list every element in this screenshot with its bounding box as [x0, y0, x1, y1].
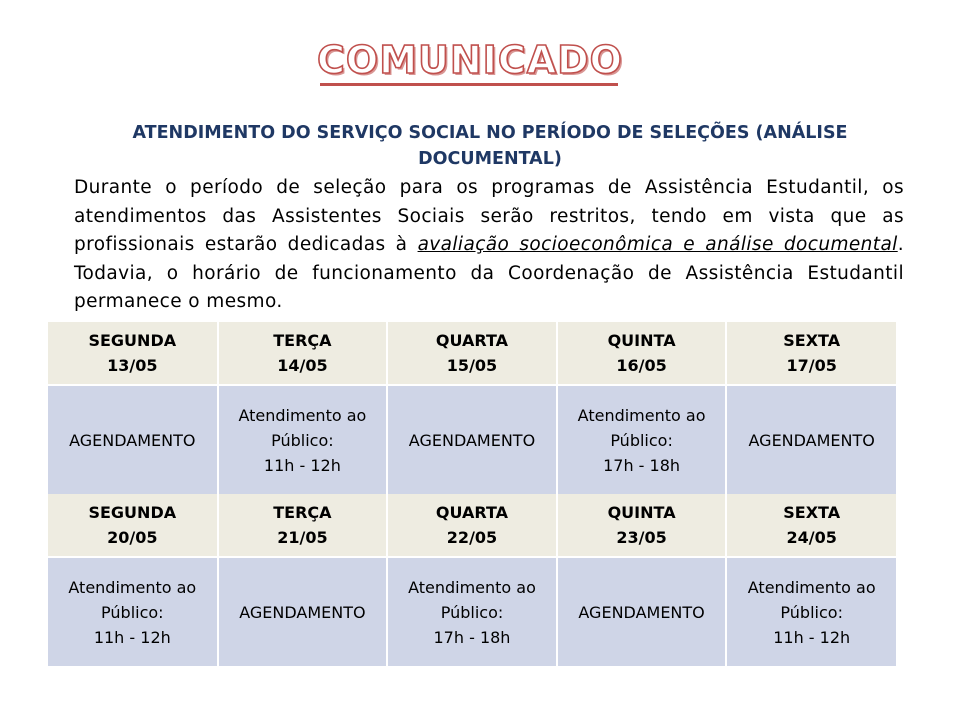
day-date: 23/05	[616, 528, 667, 547]
day-date: 24/05	[786, 528, 837, 547]
activity-cell	[387, 386, 557, 494]
day-date: 22/05	[446, 528, 498, 547]
day-date: 14/05	[277, 356, 328, 375]
day-name: TERÇA	[273, 331, 332, 350]
announcement-text-part2: . Todavia, o horário de funcionamento da Coordenação de Assistência Estudantil permanece o mesmo.	[74, 234, 904, 312]
day-name: QUARTA	[435, 503, 509, 522]
day-name: QUARTA	[435, 331, 509, 350]
activity-time: 17h - 18h	[433, 627, 511, 647]
activity-cell	[726, 386, 896, 494]
day-header	[726, 494, 896, 556]
activity-line: Atendimento ao	[68, 577, 197, 597]
day-name: SEGUNDA	[88, 331, 177, 350]
day-header	[557, 494, 727, 556]
page-title: COMUNICADO	[0, 38, 940, 82]
day-name: SEXTA	[783, 331, 841, 350]
day-header	[387, 322, 557, 384]
day-date: 20/05	[107, 528, 158, 547]
day-header-row	[48, 322, 896, 384]
activity-time: 11h - 12h	[773, 627, 851, 647]
activity-cell	[48, 558, 218, 666]
day-header	[557, 322, 727, 384]
schedule-week-2	[48, 494, 896, 666]
activity-line: AGENDAMENTO	[748, 430, 875, 450]
day-date: 16/05	[616, 356, 667, 375]
day-date: 17/05	[786, 356, 837, 375]
activity-cell	[557, 558, 727, 666]
activity-line: Público:	[101, 602, 164, 622]
day-header	[218, 322, 388, 384]
activity-cell	[387, 558, 557, 666]
activity-cell	[726, 558, 896, 666]
activity-line: AGENDAMENTO	[239, 602, 366, 622]
schedule-week-1	[48, 322, 896, 494]
day-header	[48, 322, 218, 384]
activity-line: Atendimento ao	[577, 405, 706, 425]
activity-line: AGENDAMENTO	[69, 430, 196, 450]
activity-time: 11h - 12h	[263, 455, 341, 475]
activity-line: Público:	[780, 602, 843, 622]
activity-line: Público:	[610, 430, 673, 450]
day-name: QUINTA	[607, 503, 676, 522]
announcement-text-part1: Durante o período de seleção para os programas de Assistência Estudantil, os atendimentos das Assistentes Sociais serão restritos, tendo em vista que as profissionais estarão dedicadas à	[74, 177, 904, 255]
day-date: 21/05	[277, 528, 328, 547]
activity-cell	[218, 558, 388, 666]
day-name: SEXTA	[783, 503, 841, 522]
activity-row	[48, 386, 896, 494]
activity-line: AGENDAMENTO	[408, 430, 536, 450]
activity-time: 11h - 12h	[93, 627, 171, 647]
day-header-row	[48, 494, 896, 556]
day-header	[218, 494, 388, 556]
activity-cell	[48, 386, 218, 494]
activity-line: Público:	[271, 430, 334, 450]
subtitle: ATENDIMENTO DO SERVIÇO SOCIAL NO PERÍODO DE SELEÇÕES (ANÁLISE DOCUMENTAL)	[132, 123, 848, 169]
activity-cell	[557, 386, 727, 494]
activity-cell	[218, 386, 388, 494]
day-header	[726, 322, 896, 384]
day-header	[387, 494, 557, 556]
activity-time: 17h - 18h	[603, 455, 681, 475]
day-header	[48, 494, 218, 556]
activity-row	[48, 558, 896, 666]
activity-line: Público:	[440, 602, 504, 622]
day-name: QUINTA	[607, 331, 676, 350]
day-name: SEGUNDA	[88, 503, 177, 522]
activity-line: Atendimento ao	[747, 577, 876, 597]
day-name: TERÇA	[273, 503, 332, 522]
day-date: 13/05	[107, 356, 158, 375]
announcement-text	[74, 174, 904, 317]
announcement-emphasis: avaliação socioeconômica e análise documental	[417, 234, 898, 255]
activity-line: Atendimento ao	[238, 405, 367, 425]
day-date: 15/05	[446, 356, 498, 375]
activity-line: AGENDAMENTO	[578, 602, 705, 622]
activity-line: Atendimento ao	[408, 577, 536, 597]
